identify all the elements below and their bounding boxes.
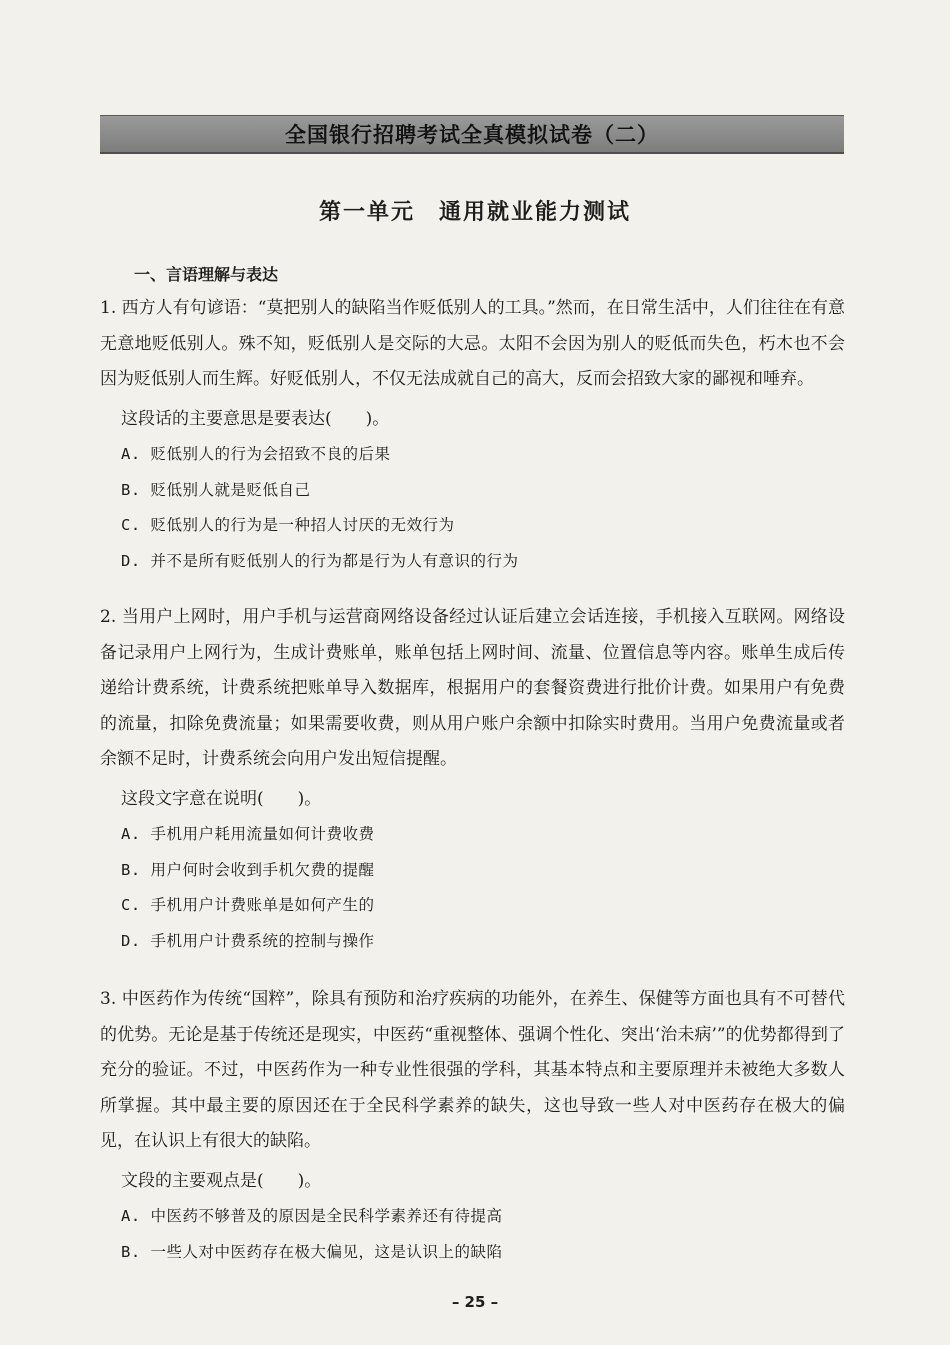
option-c: C. 贬低别人的行为是一种招人讨厌的无效行为 [121,516,455,534]
option-a: A. 中医药不够普及的原因是全民科学素养还有待提高 [121,1207,503,1225]
section-title: 一、言语理解与表达 [134,265,279,284]
question-stem: 3. 中医药作为传统“国粹”，除具有预防和治疗疾病的功能外，在养生、保健等方面也具有不可替代的优势。无论是基于传统还是现实，中医药“重视整体、强调个性化、突出‘治未病’”的优势都得到了充分的验证。不过，中医药作为一种专业性很强的学科，其基本特点和主要原理并未被绝大多数人所掌握。其中最主要的原因还在于全民科学素养的缺失，这也导致一些人对中医药存在极大的偏见，在认识上有很大的缺陷。 [100,989,845,1151]
exam-title: 全国银行招聘考试全真模拟试卷（二） [285,123,659,147]
unit-title: 第一单元 通用就业能力测试 [318,200,631,225]
exam-title-bar [100,115,844,154]
question-1 [100,291,845,579]
option-a: A. 手机用户耗用流量如何计费收费 [121,825,375,843]
question-2 [100,600,845,959]
option-c: C. 手机用户计费账单是如何产生的 [121,896,375,914]
question-3 [100,982,845,1270]
option-b: B. 贬低别人就是贬低自己 [121,480,311,499]
option-d: D. 并不是所有贬低别人的行为都是行为人有意识的行为 [121,551,519,570]
question-prompt: 这段话的主要意思是要表达( )。 [121,408,390,429]
option-d: D. 手机用户计费系统的控制与操作 [121,931,375,950]
option-a: A. 贬低别人的行为会招致不良的后果 [121,445,391,463]
question-stem: 1. 西方人有句谚语：“莫把别人的缺陷当作贬低别人的工具。”然而，在日常生活中，人们往往在有意无意地贬低别人。殊不知，贬低别人是交际的大忌。太阳不会因为别人的贬低而失色，朽木也不会因为贬低别人而生辉。好贬低别人，不仅无法成就自己的高大，反而会招致大家的鄙视和唾弃。 [100,298,845,389]
page-number: – 25 – [451,1293,499,1311]
question-prompt: 这段文字意在说明( )。 [121,788,322,809]
option-b: B. 一些人对中医药存在极大偏见，这是认识上的缺陷 [121,1242,503,1261]
question-stem: 2. 当用户上网时，用户手机与运营商网络设备经过认证后建立会话连接，手机接入互联网。网络设备记录用户上网行为，生成计费账单，账单包括上网时间、流量、位置信息等内容。账单生成后传递给计费系统，计费系统把账单导入数据库，根据用户的套餐资费进行批价计费。如果用户有免费的流量，扣除免费流量；如果需要收费，则从用户账户余额中扣除实时费用。当用户免费流量或者余额不足时，计费系统会向用户发出短信提醒。 [100,607,845,769]
option-b: B. 用户何时会收到手机欠费的提醒 [121,860,375,879]
question-prompt: 文段的主要观点是( )。 [121,1170,322,1191]
